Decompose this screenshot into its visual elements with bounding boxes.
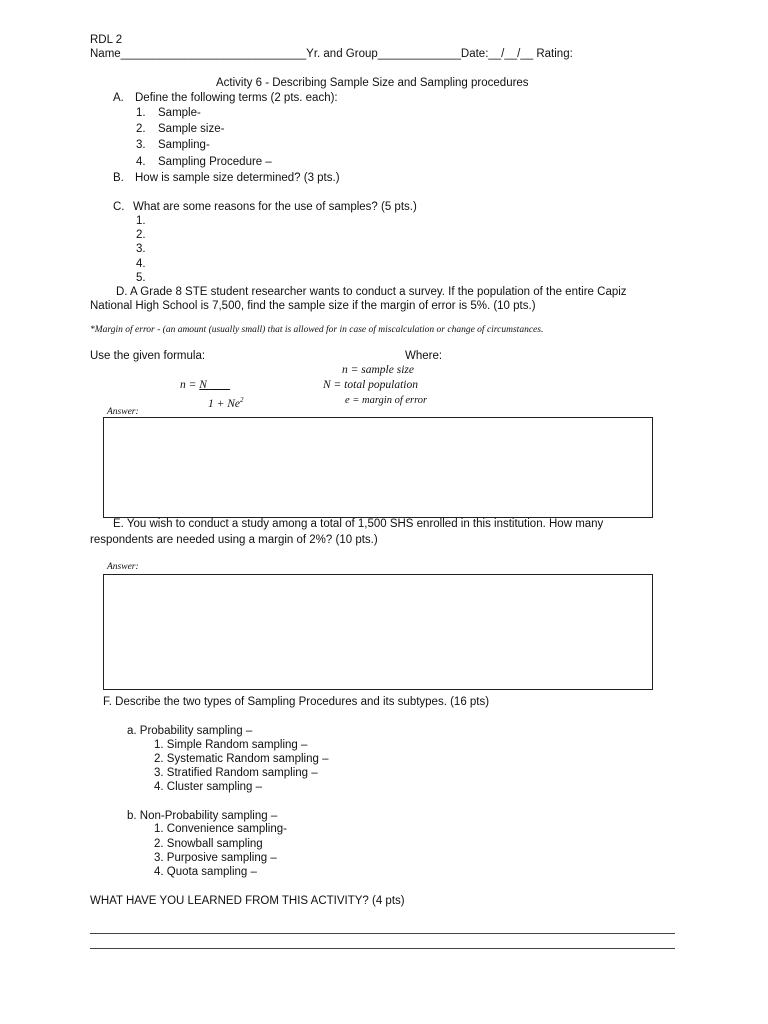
term-number: 3. bbox=[136, 139, 146, 151]
answer-box-d[interactable] bbox=[103, 417, 653, 518]
section-c-marker: C. bbox=[113, 201, 125, 213]
list-item: 3. Stratified Random sampling – bbox=[154, 767, 318, 779]
document-code: RDL 2 bbox=[90, 34, 123, 46]
where-big-n: N = total population bbox=[323, 379, 418, 391]
where-e: e = margin of error bbox=[345, 395, 428, 406]
closing-prompt: WHAT HAVE YOU LEARNED FROM THIS ACTIVITY? (4 pts) bbox=[90, 895, 405, 907]
formula-n: n = bbox=[180, 379, 200, 391]
section-b-marker: B. bbox=[113, 172, 124, 184]
list-item: 2. Systematic Random sampling – bbox=[154, 753, 329, 765]
answer-box-e[interactable] bbox=[103, 574, 653, 690]
probability-label: a. Probability sampling – bbox=[127, 725, 253, 737]
answer-label-e: Answer: bbox=[107, 562, 139, 572]
list-item: 4. Cluster sampling – bbox=[154, 781, 263, 793]
fraction-bar bbox=[210, 379, 230, 391]
section-d-line-1: D. A Grade 8 STE student researcher wants to conduct a survey. If the population of the entire Capiz bbox=[116, 286, 627, 298]
term-sample: Sample- bbox=[158, 107, 201, 119]
term-sample-size: Sample size- bbox=[158, 123, 225, 135]
term-number: 2. bbox=[136, 123, 146, 135]
section-e-line-2: respondents are needed using a margin of 2%? (10 pts.) bbox=[90, 534, 378, 546]
reason-number: 2. bbox=[136, 229, 146, 241]
list-item: 4. Quota sampling – bbox=[154, 866, 257, 878]
section-b-prompt: How is sample size determined? (3 pts.) bbox=[135, 172, 340, 184]
activity-title: Activity 6 - Describing Sample Size and Sampling procedures bbox=[216, 77, 529, 89]
section-c-prompt: What are some reasons for the use of samples? (5 pts.) bbox=[133, 201, 417, 213]
where-label: Where: bbox=[405, 350, 443, 362]
answer-label-d: Answer: bbox=[107, 407, 139, 417]
section-d-line-2: National High School is 7,500, find the sample size if the margin of error is 5%. (10 pts.) bbox=[90, 300, 536, 312]
list-item: 1. Simple Random sampling – bbox=[154, 739, 308, 751]
formula-numerator bbox=[180, 378, 230, 392]
section-a-marker: A. bbox=[113, 92, 124, 104]
answer-line[interactable] bbox=[90, 948, 675, 949]
term-sampling-procedure: Sampling Procedure – bbox=[158, 156, 272, 168]
section-a-prompt: Define the following terms (2 pts. each): bbox=[135, 92, 338, 104]
term-number: 4. bbox=[136, 156, 146, 168]
formula-denominator-text: 1 + Ne bbox=[208, 397, 241, 410]
name-line: Name_____________________________Yr. and Group_____________Date:__/__/__ Rating: bbox=[90, 48, 573, 60]
term-sampling: Sampling- bbox=[158, 139, 210, 151]
answer-line[interactable] bbox=[90, 933, 675, 934]
formula-exponent: 2 bbox=[240, 396, 244, 404]
list-item: 1. Convenience sampling- bbox=[154, 823, 287, 835]
where-n: n = sample size bbox=[342, 364, 414, 376]
reason-number: 1. bbox=[136, 215, 146, 227]
list-item: 3. Purposive sampling – bbox=[154, 852, 277, 864]
margin-of-error-note: *Margin of error - (an amount (usually small) that is allowed for in case of miscalculation or change of circumstances. bbox=[90, 325, 544, 335]
reason-number: 4. bbox=[136, 258, 146, 270]
reason-number: 5. bbox=[136, 272, 146, 284]
formula-n-population: N bbox=[199, 379, 210, 391]
formula-label: Use the given formula: bbox=[90, 350, 206, 362]
list-item: 2. Snowball sampling bbox=[154, 838, 263, 850]
formula-denominator bbox=[208, 393, 244, 411]
reason-number: 3. bbox=[136, 243, 146, 255]
section-f-prompt: F. Describe the two types of Sampling Procedures and its subtypes. (16 pts) bbox=[103, 696, 490, 708]
non-probability-label: b. Non-Probability sampling – bbox=[127, 810, 278, 822]
section-e-line-1: E. You wish to conduct a study among a total of 1,500 SHS enrolled in this institution. How many bbox=[113, 518, 604, 530]
term-number: 1. bbox=[136, 107, 146, 119]
